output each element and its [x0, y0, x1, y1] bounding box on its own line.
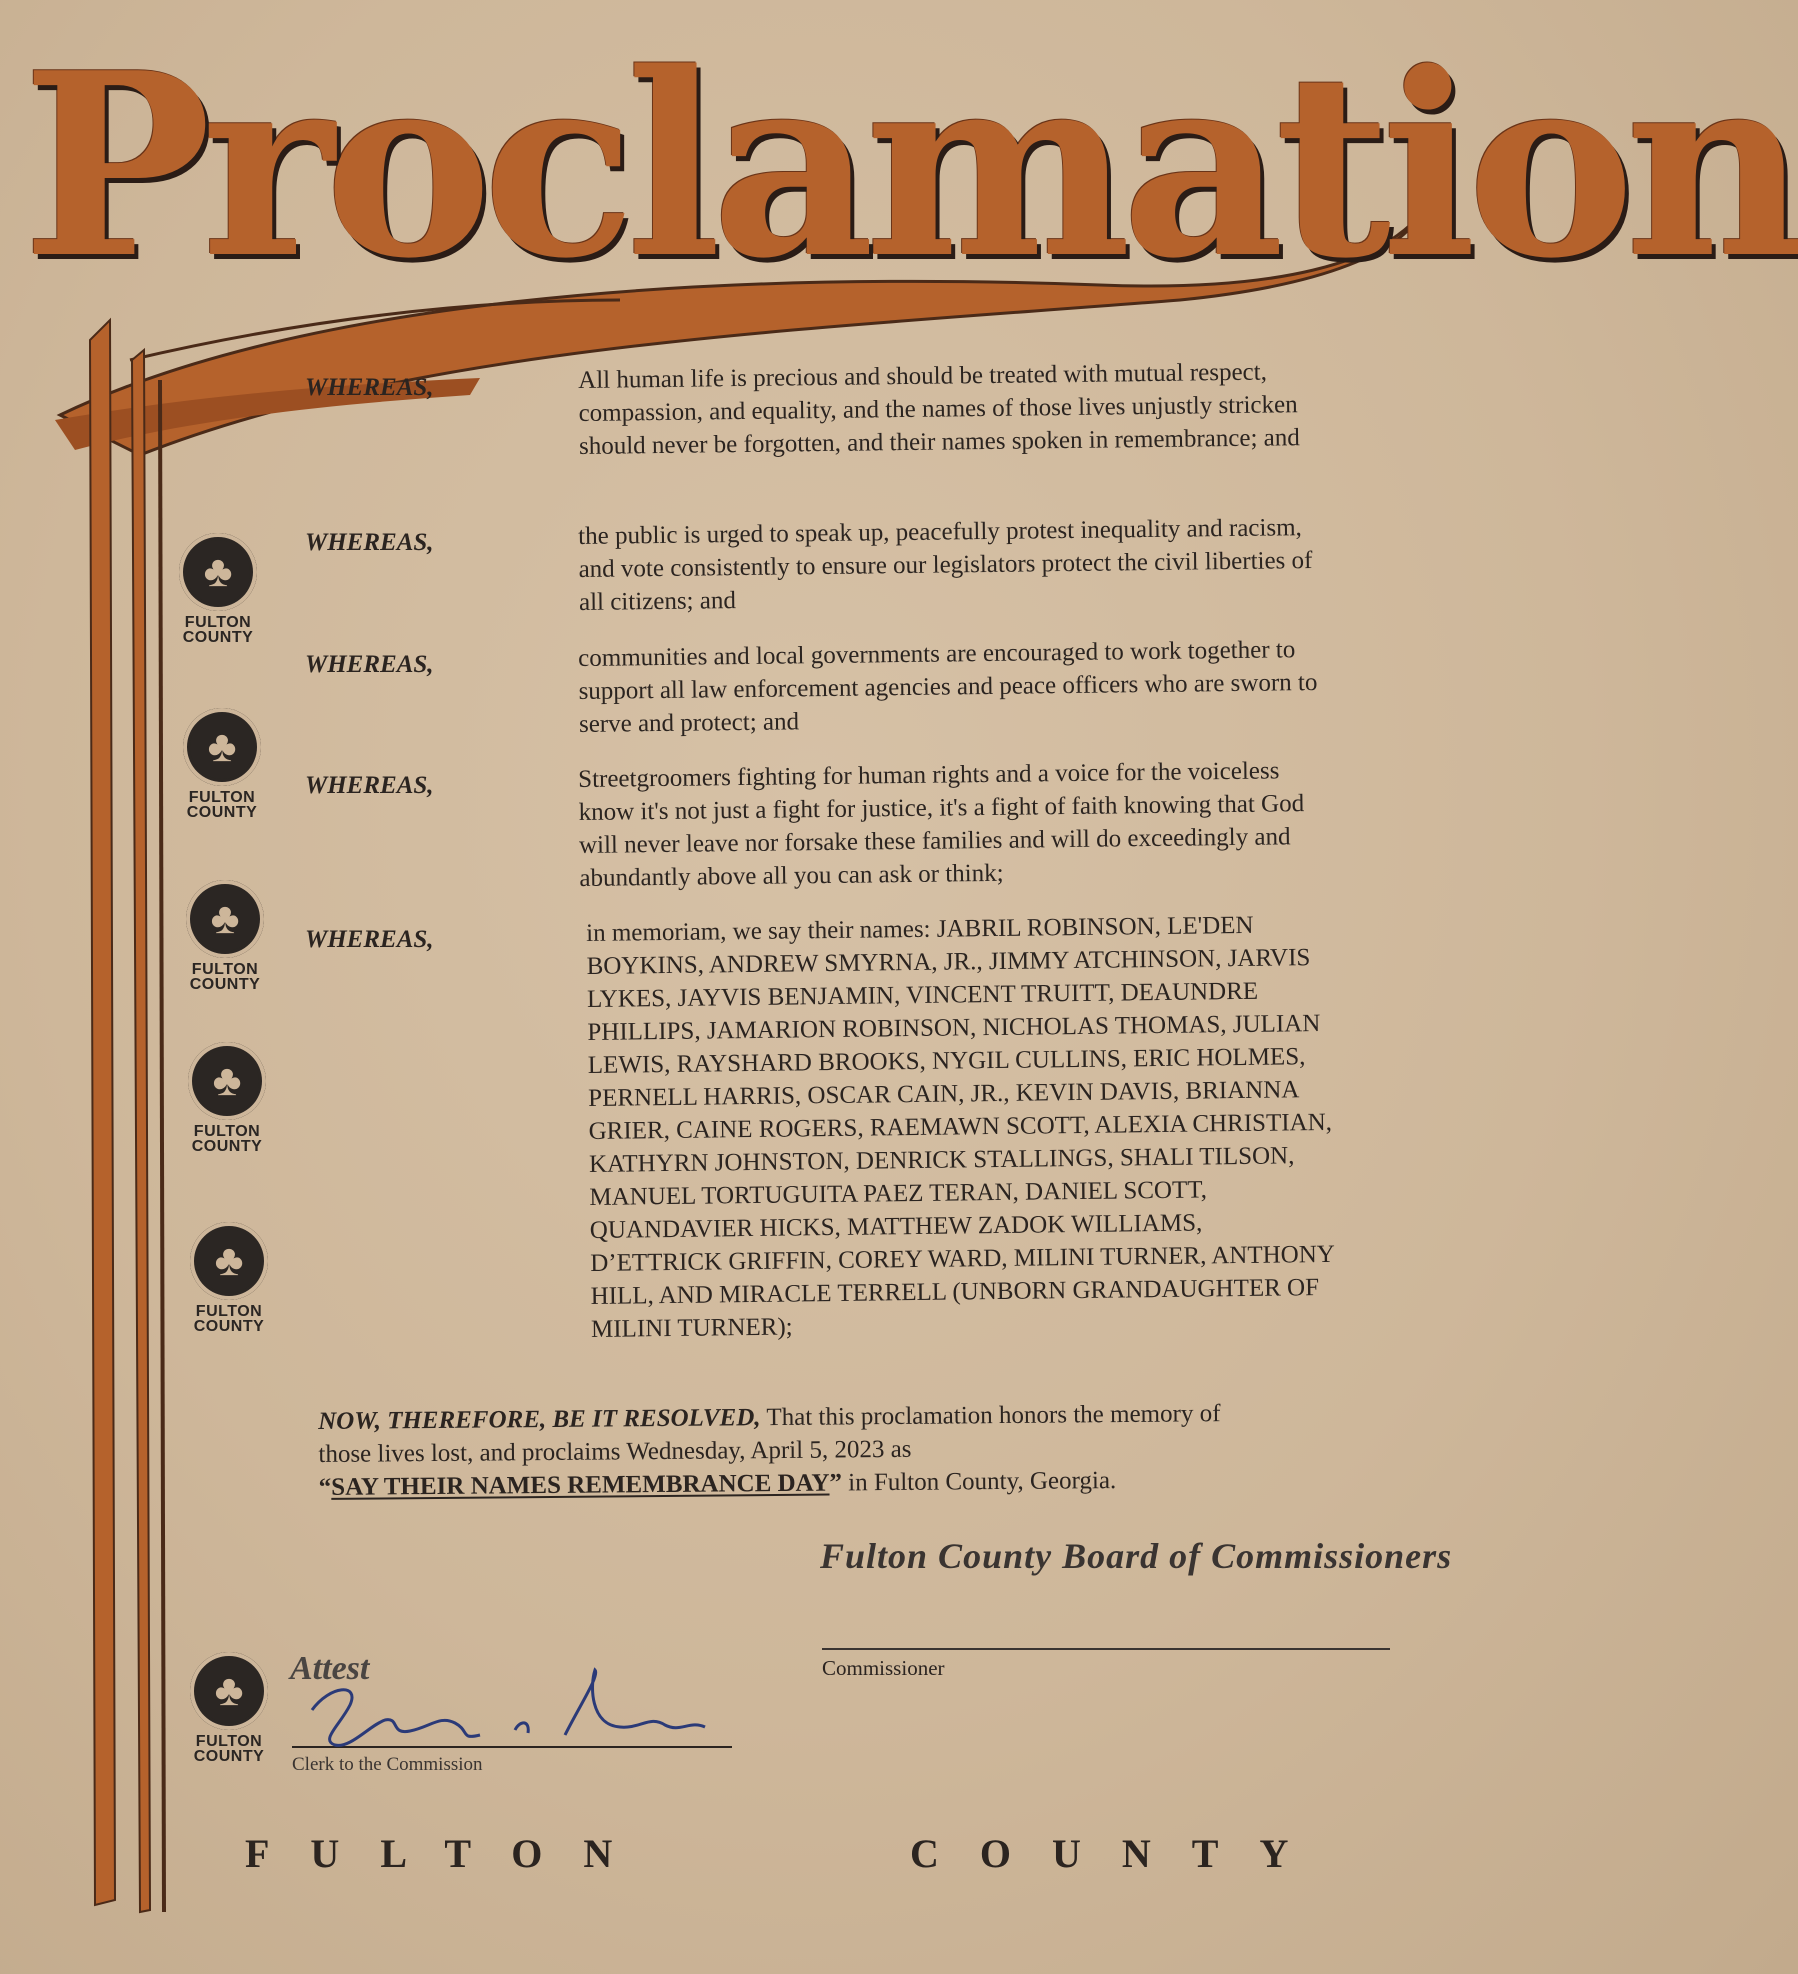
tree-icon: ♣ — [183, 708, 261, 786]
tree-icon: ♣ — [190, 1652, 268, 1730]
county-seal — [174, 1652, 284, 1764]
resolution-paragraph: NOW, THEREFORE, BE IT RESOLVED, That this proclamation honors the memory of those lives lost, and proclaims Wednesday, April 5, 2023 as “SAY THEIR NAMES REMEMBRANCE DAY” in Fulton County, Georgia. — [318, 1400, 1221, 1501]
county-seal — [172, 1042, 282, 1154]
seal-label: FULTON COUNTY — [191, 1123, 263, 1155]
whereas-label: WHEREAS, — [305, 529, 434, 556]
county-seal — [163, 533, 273, 645]
whereas-label: WHEREAS, — [305, 651, 434, 678]
clerk-signature — [290, 1665, 740, 1755]
whereas-clause: communities and local governments are encouraged to work together to support all law enforcement agencies and peace officers who are sworn to serve and protect; and — [578, 636, 1318, 738]
commissioner-signature-line — [822, 1648, 1390, 1650]
whereas-label: WHEREAS, — [305, 374, 434, 401]
whereas-clause: the public is urged to speak up, peacefully protest inequality and racism, and vote consistently to ensure our legislators protect the civil liberties of all citizens; and — [578, 514, 1313, 616]
tree-icon: ♣ — [179, 533, 257, 611]
whereas-clause: Streetgroomers fighting for human rights and a voice for the voiceless know it's not just a fight for justice, it's a fight of faith knowing that God will never leave nor forsake these families and will do exceedingly and abundantly above all you can ask or think; — [578, 757, 1305, 892]
footer-county: COUNTY — [910, 1831, 1330, 1876]
whereas-clause: All human life is precious and should be treated with mutual respect, compassion, and equality, and the names of those lives unjustly stricken should never be forgotten, and their names spoken in remembrance; and — [578, 358, 1300, 460]
seal-label: FULTON COUNTY — [193, 1303, 265, 1335]
county-seal — [174, 1222, 284, 1334]
tree-icon: ♣ — [186, 880, 264, 958]
seal-label: FULTON COUNTY — [193, 1733, 265, 1765]
proclamation-title: Proclamation — [22, 18, 1798, 314]
commissioner-label: Commissioner — [822, 1656, 945, 1680]
attest-label: Attest — [290, 1650, 370, 1687]
county-seal — [167, 708, 277, 820]
resolution-text: That this proclamation honors the memory of those lives lost, and proclaims Wednesday, April 5, 2023 as — [318, 1400, 1221, 1468]
footer-fulton: FULTON — [245, 1831, 654, 1876]
left-rail-ornament — [70, 300, 170, 1920]
board-of-commissioners: Fulton County Board of Commissioners — [820, 1536, 1453, 1576]
whereas-label: WHEREAS, — [305, 926, 434, 953]
whereas-label: WHEREAS, — [305, 772, 434, 799]
seal-label: FULTON COUNTY — [182, 614, 254, 646]
tree-icon: ♣ — [188, 1042, 266, 1120]
seal-label: FULTON COUNTY — [186, 789, 258, 821]
clerk-label: Clerk to the Commission — [292, 1754, 483, 1775]
seal-label: FULTON COUNTY — [189, 961, 261, 993]
remembrance-day-name: SAY THEIR NAMES REMEMBRANCE DAY — [331, 1469, 830, 1501]
county-seal — [170, 880, 280, 992]
resolution-lead: NOW, THEREFORE, BE IT RESOLVED, — [318, 1404, 761, 1435]
resolution-tail: in Fulton County, Georgia. — [848, 1467, 1117, 1497]
memoriam-names-clause: in memoriam, we say their names: JABRIL ROBINSON, LE'DEN BOYKINS, ANDREW SMYRNA, JR., JIMMY ATCHINSON, JARVIS LYKES, JAYVIS BENJAMIN, VINCENT TRUITT, DEAUNDRE PHILLIPS, JAMARION ROBINSON, NICHOLAS THOMAS, JULIAN LEWIS, RAYSHARD BROOKS, NYGIL CULLINS, ERIC HOLMES, PERNELL HARRIS, OSCAR CAIN, JR., KEVIN DAVIS, BRIANNA GRIER, CAINE ROGERS, RAEMAWN SCOTT, ALEXIA CHRISTIAN, KATHYRN JOHNSTON, DENRICK STALLINGS, SHALI TILSON, MANUEL TORTUGUITA PAEZ TERAN, DANIEL SCOTT, QUANDAVIER HICKS, MATTHEW ZADOK WILLIAMS, D’ETTRICK GRIFFIN, COREY WARD, MILINI TURNER, ANTHONY HILL, AND MIRACLE TERRELL (UNBORN GRANDAUGHTER OF MILINI TURNER); — [586, 911, 1335, 1343]
tree-icon: ♣ — [190, 1222, 268, 1300]
